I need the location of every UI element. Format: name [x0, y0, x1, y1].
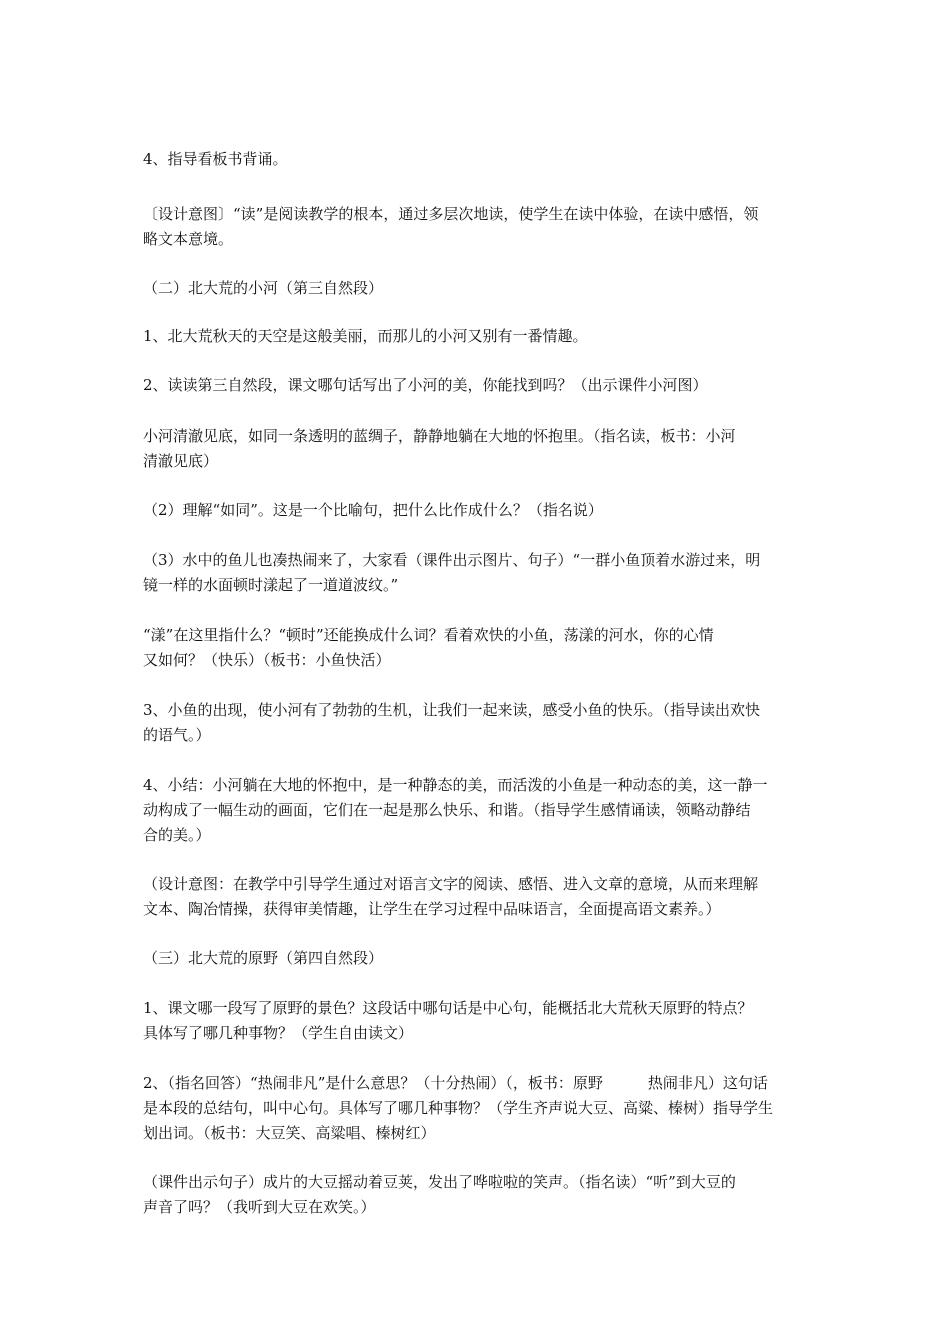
- paragraph-fish-coming: [143, 548, 823, 598]
- section-heading-field: [143, 946, 823, 971]
- paragraph-summary: [143, 773, 823, 848]
- paragraph-step4-board-recite: [143, 147, 823, 172]
- text-line: 划出词。（板书：大豆笑、高粱唱、榛树红）: [143, 1124, 436, 1142]
- paragraph-read-third-section: [143, 373, 823, 398]
- text-line: 略文本意境。: [143, 230, 234, 248]
- text-line: （二）北大荒的小河（第三自然段）: [143, 279, 384, 297]
- text-line: 4、小结：小河躺在大地的怀抱中，是一种静态的美，而活泼的小鱼是一种动态的美，这一静一: [143, 776, 768, 794]
- text-line: “漾”在这里指什么？“顿时”还能换成什么词？看着欢快的小鱼，荡漾的河水，你的心情: [143, 626, 714, 644]
- text-line: 3、小鱼的出现，使小河有了勃勃的生机，让我们一起来读，感受小鱼的快乐。（指导读出欢快: [143, 701, 761, 719]
- text-line: 小河清澈见底，如同一条透明的蓝绸子，静静地躺在大地的怀抱里。（指名读，板书：小河: [143, 427, 736, 445]
- paragraph-lively-meaning: [143, 1071, 823, 1146]
- text-line: 〔设计意图〕“读”是阅读教学的根本，通过多层次地读，使学生在读中体验，在读中感悟，领: [143, 205, 759, 223]
- text-line: 清澈见底）: [143, 452, 219, 470]
- paragraph-yang-meaning: [143, 623, 823, 673]
- text-line: 文本、陶冶情操，获得审美情趣，让学生在学习过程中品味语言，全面提高语文素养。）: [143, 900, 721, 918]
- text-line: （3）水中的鱼儿也凑热闹来了，大家看（课件出示图片、句子）“一群小鱼顶着水游过来，明: [143, 551, 761, 569]
- text-line: 是本段的总结句，叫中心句。具体写了哪几种事物？（学生齐声说大豆、高粱、榛树）指导学生: [143, 1099, 774, 1117]
- text-line: 的语气。）: [143, 726, 211, 744]
- paragraph-river-clear: [143, 424, 823, 474]
- text-line: 2、读读第三自然段，课文哪句话写出了小河的美，你能找到吗？（出示课件小河图）: [143, 376, 708, 394]
- text-line: 1、北大荒秋天的天空是这般美丽，而那儿的小河又别有一番情趣。: [143, 327, 588, 345]
- text-line: 具体写了哪几种事物？（学生自由读文）: [143, 1024, 414, 1042]
- text-line: 镜一样的水面顿时漾起了一道道波纹。”: [143, 576, 399, 594]
- paragraph-understand-rutong: [143, 498, 823, 523]
- text-line: 2、（指名回答）“热闹非凡”是什么意思？（十分热闹）（，板书：原野 热闹非凡）这句话: [143, 1074, 768, 1092]
- text-line: 又如何？（快乐）（板书：小鱼快活）: [143, 651, 391, 669]
- text-line: （2）理解“如同”。这是一个比喻句，把什么比作成什么？（指名说）: [143, 501, 603, 519]
- paragraph-fish-vitality: [143, 698, 823, 748]
- text-line: 声音了吗？（我听到大豆在欢笑。）: [143, 1198, 376, 1216]
- text-line: （设计意图：在教学中引导学生通过对语言文字的阅读、感悟、进入文章的意境，从而来理解: [143, 875, 759, 893]
- text-line: 4、指导看板书背诵。: [143, 150, 288, 168]
- text-line: 合的美。）: [143, 826, 211, 844]
- paragraph-soybean-laugh: [143, 1170, 823, 1220]
- paragraph-river-intro: [143, 324, 823, 349]
- text-line: 动构成了一幅生动的画面，它们在一起是那么快乐、和谐。（指导学生感情诵读，领略动静结: [143, 801, 751, 819]
- paragraph-field-question: [143, 996, 823, 1046]
- paragraph-design-intent-reading: [143, 202, 823, 252]
- text-line: （课件出示句子）成片的大豆摇动着豆荚，发出了哗啦啦的笑声。（指名读）“听”到大豆的: [143, 1173, 736, 1191]
- text-line: （三）北大荒的原野（第四自然段）: [143, 949, 384, 967]
- paragraph-design-intent-aesthetic: [143, 872, 823, 922]
- text-line: 1、课文哪一段写了原野的景色？这段话中哪句话是中心句，能概括北大荒秋天原野的特点？: [143, 999, 753, 1017]
- section-heading-river: [143, 276, 823, 301]
